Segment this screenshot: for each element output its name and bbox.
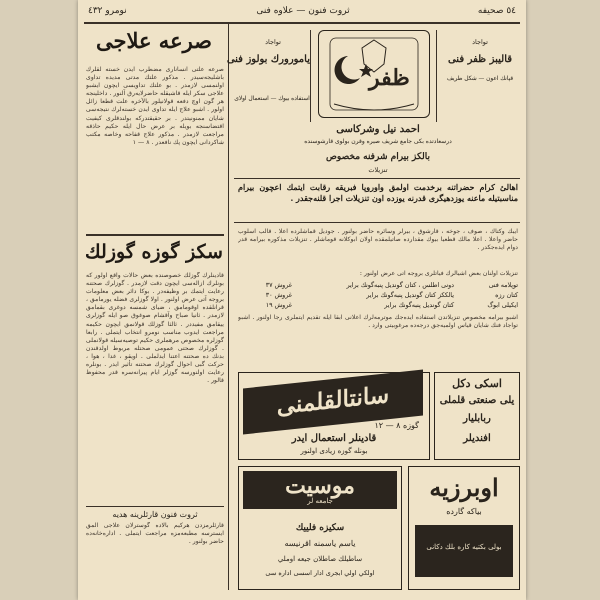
auberge-sub: بياكه گارده <box>446 507 482 516</box>
pen-ad-line: ربابليار <box>463 413 491 424</box>
header-title: ثروت فنون — علاوه فنى <box>256 6 350 16</box>
pen-ad-line: اسكى دكل <box>452 377 502 390</box>
musette-line1: سكيزه فلييك <box>295 523 345 533</box>
header-page-label: ٥٤ صحيفه <box>477 6 516 16</box>
left-paragraph-2: قادينلرك گوزلك خصوصنده بعض حالات واقع اولور كه بونلرك ازاله‌سى ايچون دقت لازمدر . گوزلرك صحتنه رعايت ايتمك بر وظيفه‌در . بوكا دائر بعض معلومات بروجه آتى عرض اولنور . اولا گوزلرى فضله يورمامق ، قرانلقده اوقومامق ، ضياى شمسه دوغرى بقمامق لازمدر . ثانيا صباح وآقشام صوغوق صو ايله گوزلرى ييقامق مفيددر . ثالثا گوزلك قولانمق ايچون حكيمه مراجعت ايدوب مناسب نومرو انتخاب ايتملى . رابعا گوزلره مخصوص مرهملرى حكيم توصيه‌سيله قولانملى . گوزلرك صحتى عمومى صحتله مربوط اولدقندن بدنك ده صحتنه اعتنا ايدلملى . اويقو ، غدا ، هوا ، حركت گبى احوال گوزلرك صحتنه تأثير ايدر . بونلره رعايت اولنورسه گوزلر ايام پيرانه‌سره قدر محفوظ قالور . <box>86 272 224 385</box>
masthead-left-title: قاليبز ظفر فنى <box>447 54 513 65</box>
price-row: كتان رزه يالككز كتان گونديل پنبه‌گونك براير غروش ٣٠ <box>265 292 518 299</box>
musette-brand: موسيت <box>285 473 355 499</box>
offer-sub: تنزيلات <box>368 166 388 174</box>
pen-ad-line: افنديلر <box>463 433 491 444</box>
left-footer-title: ثروت فنون قارئلرينه هديه <box>112 510 198 519</box>
pen-ad-line: يلى صنعتى قلملى <box>439 395 515 406</box>
musette-ad <box>238 466 402 590</box>
left-footer-rule <box>86 506 224 507</box>
auberge-dark-panel <box>415 525 513 577</box>
newspaper-page <box>78 0 526 600</box>
notice-text: اهالئ كرام حضراتنه برخدمت اولمق واوروپا فبريقه رقابت ايتمك اعچون بيرام مناسبتيله ماعنه يوزدهيگرى قدرنه يوزده اون تنزيلات اجرا قلنه‌جقدر . <box>238 182 518 203</box>
cigarette-sizes: گوزه ٨ — ١٢ <box>374 421 419 430</box>
musette-banner <box>243 471 397 509</box>
auberge-brand: اوبرزيه <box>429 473 499 502</box>
masthead-left-note: قپانك اعون — شكل طريف <box>446 76 514 82</box>
left-footer-text: قارئلرمزدن هركيم بالاده گوسترلان علاجى آلمق ايسترسه مطبعه‌مزه مراجعت ايتملى . اداره‌خانه‌ده حاضر بولنور . <box>86 522 224 546</box>
musette-line4: اولكي اولي ابجرى ادار اسسى اداره سى <box>265 569 375 577</box>
left-headline-2: سكز گوزه گوزلك <box>85 241 223 263</box>
pen-ad <box>434 372 520 460</box>
offer-line: بالكز بيرام شرفنه مخصوص <box>326 152 430 162</box>
price-row: توپلامه فنى دونى اطلس ، كتان گونديل پنبه‌گونك براير غروش ٣٧ <box>265 282 518 289</box>
musette-line3: ساطيلك صاطلان جيعه اوملي <box>277 555 363 563</box>
table-intro: تنزيلات اولنان بعض اشيالرك فياتلرى بروجه آتى عرض اولنور : <box>359 270 518 277</box>
auberge-line: بولى بكتيه كاره بلك دكانى <box>426 543 502 551</box>
store-emblem <box>318 30 430 118</box>
cigarette-line1: قادينلر استعمال ايدر <box>291 433 377 444</box>
emblem-word: ظفر <box>369 65 410 91</box>
left-headline: صرعه علاجى <box>95 28 213 53</box>
notice-rule-top <box>234 178 520 179</box>
notice-rule-bottom <box>234 222 520 223</box>
left-section-rule <box>86 234 224 236</box>
masthead-divider-right <box>436 30 437 122</box>
cigarette-line2: بونله گوزه زيادى اولنور <box>300 447 368 455</box>
left-paragraph-1: صرعه علتى انسانارى مضطرب ايدن خسته لقلرك باشليجه‌سيدر . مذكور علتك مدتى مديده تداوى اولنمسى لازمدر . بو علتك تداويسى ايچون ايشبو علاجى سكر ايله قاشيقله حاضرلايه‌رق آلنور . داخلينجه هر گون اوچ دفعه قولانيلور بالآخره علت قطعا زائل اولور . اشبو علاج ايله تداوى ايدن خسته‌لرك نتيجه‌سى شايان ممنونيتدر . بر حقيقتدركه بولندقلرى كيفيت اقتضاسنجه بويله بر عرض حال ايله حكيم حاذقه مراجعت لازمدر . مذكور علاج قفاحه وخاصه مكتب شاكردانى ايچون پك نافعدر . ٨ — ١ <box>86 66 224 146</box>
header-page-number: نومرو ٤٣٢ <box>88 6 127 16</box>
musette-line2: ياسم ياسمنه اقرنيسه <box>284 539 356 548</box>
right-body-text: ايبك وكتاك ، صوف ، جوخه ، قارشوق ، بيرلر وسائره حاضر بولنور . جوديل قماشلرده اعلا . قالب اسلوب حاضر واعلا . اعلا مالك قطعيا بيوك مقدارده صاتيلمقده اولان ابوكلانه قوماشلر . تنزيلات مذكوره بيرامه قدر دوام ايده‌جكدر . <box>238 228 518 252</box>
owner-line: احمد نيل وشركاسى <box>336 124 420 135</box>
cigarette-brand: سانتالقلمنى <box>276 381 390 420</box>
masthead-divider-left <box>310 30 311 122</box>
address-line: درسعادتده بكى جامع شريف صيره وقرن بولوى قارشوسنده <box>304 138 452 145</box>
price-row: ايكيلى ابوگ كتان گونديل پنبه‌گونك براير غروش ١٩ <box>265 302 518 309</box>
header-rule <box>84 22 520 24</box>
musette-sub: جامعه لر <box>307 497 333 505</box>
masthead-left-sub: تواجاد <box>472 38 488 46</box>
closing-text: اشبو بيرامه مخصوص تنزيلاتدن استفاده ايده‌جك موترمه‌لرك اعلانى ابقا ايله تقديم ايتملرى رجا اولنور . اشبو تواجاد فنك شايان قياس اولميه‌جق درجه‌ده مرغوبيتى وارد . <box>238 314 518 330</box>
masthead-right-title: يامورورك بولوز فنى <box>226 54 310 65</box>
column-divider <box>228 24 229 590</box>
cigarette-ad <box>238 372 430 460</box>
masthead-right-note: استفاده بيوك — استعمال اولاى <box>234 96 310 102</box>
masthead-right-sub: تواجاد <box>265 38 281 46</box>
auberge-ad <box>408 466 520 590</box>
